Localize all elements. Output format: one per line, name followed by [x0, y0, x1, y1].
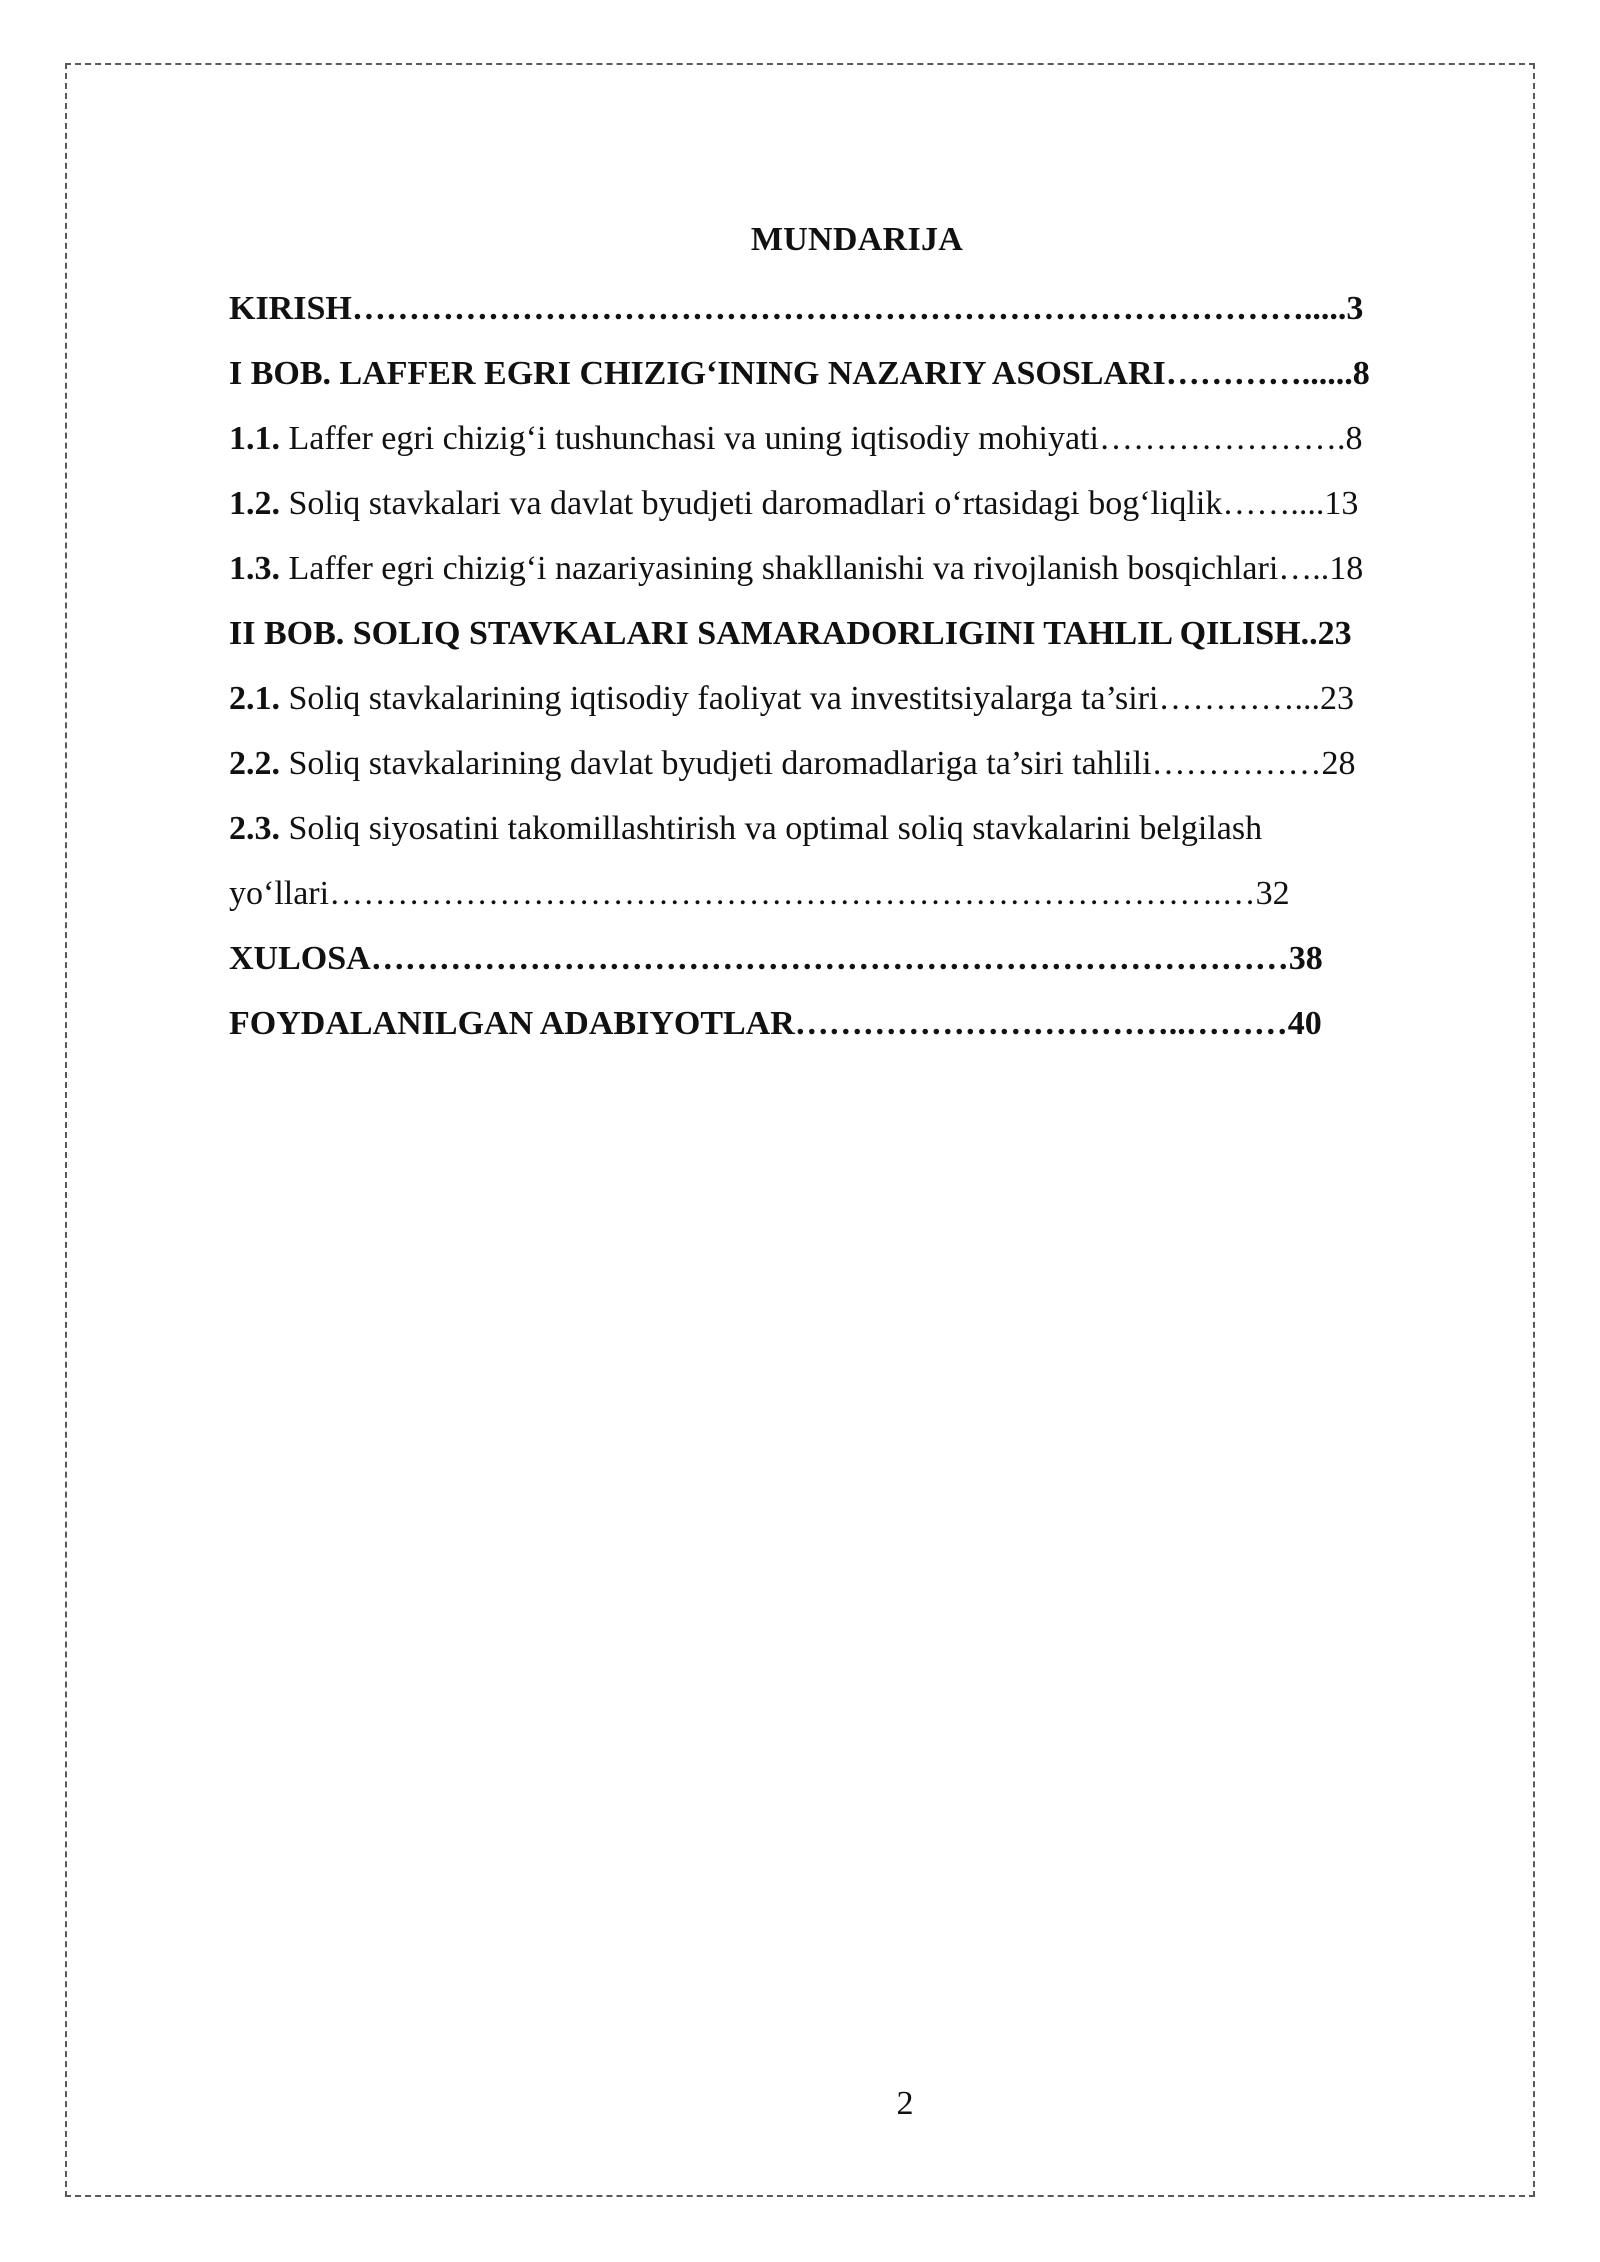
section-title: Laffer egri chizig‘i nazariyasining shakllanishi va rivojlanish bosqichlari…..18 [280, 550, 1364, 587]
toc-entry-xulosa[interactable]: XULOSA………………………………………………………………………38 [229, 940, 1323, 977]
section-number: 2.1. [229, 680, 280, 717]
section-title: Laffer egri chizig‘i tushunchasi va uning iqtisodiy mohiyati………………….8 [280, 420, 1363, 457]
section-number: 2.3. [229, 810, 280, 847]
section-number: 1.2. [229, 485, 280, 522]
toc-entry-kirish[interactable]: KIRISH………………………………………………………………………….....3 [229, 290, 1364, 327]
toc-entry-adabiyotlar[interactable]: FOYDALANILGAN ADABIYOTLAR……………………………..………40 [229, 1005, 1322, 1042]
toc-entry-chapter-2[interactable]: II BOB. SOLIQ STAVKALARI SAMARADORLIGINI TAHLIL QILISH..23 [229, 615, 1352, 652]
toc-entry-section-1-1[interactable] [229, 406, 1485, 471]
page-title: MUNDARIJA [750, 221, 964, 258]
section-number: 1.1. [229, 420, 280, 457]
toc-entry-chapter-1[interactable]: I BOB. LAFFER EGRI CHIZIG‘INING NAZARIY ASOSLARI…………......8 [229, 355, 1370, 392]
toc-entry-section-1-2[interactable] [229, 471, 1485, 536]
toc-entry-section-2-2[interactable] [229, 731, 1485, 796]
toc-entry-section-2-3-continued[interactable]: yo‘llari…………………………………………………………………….…32 [229, 875, 1290, 912]
table-of-contents [229, 276, 1485, 1056]
toc-entry-section-2-3[interactable] [229, 796, 1485, 861]
section-title: Soliq stavkalarining davlat byudjeti daromadlariga ta’siri tahlili……………28 [280, 745, 1356, 782]
toc-entry-section-1-3[interactable] [229, 536, 1485, 601]
toc-entry-section-2-1[interactable] [229, 666, 1485, 731]
section-number: 2.2. [229, 745, 280, 782]
section-title: Soliq stavkalari va davlat byudjeti daromadlari o‘rtasidagi bog‘liqlik……....13 [280, 485, 1359, 522]
section-number: 1.3. [229, 550, 280, 587]
section-title: Soliq siyosatini takomillashtirish va optimal soliq stavkalarini belgilash [280, 810, 1263, 847]
section-title: Soliq stavkalarining iqtisodiy faoliyat va investitsiyalarga ta’siri…………...23 [280, 680, 1355, 717]
page-number: 2 [896, 2085, 914, 2122]
